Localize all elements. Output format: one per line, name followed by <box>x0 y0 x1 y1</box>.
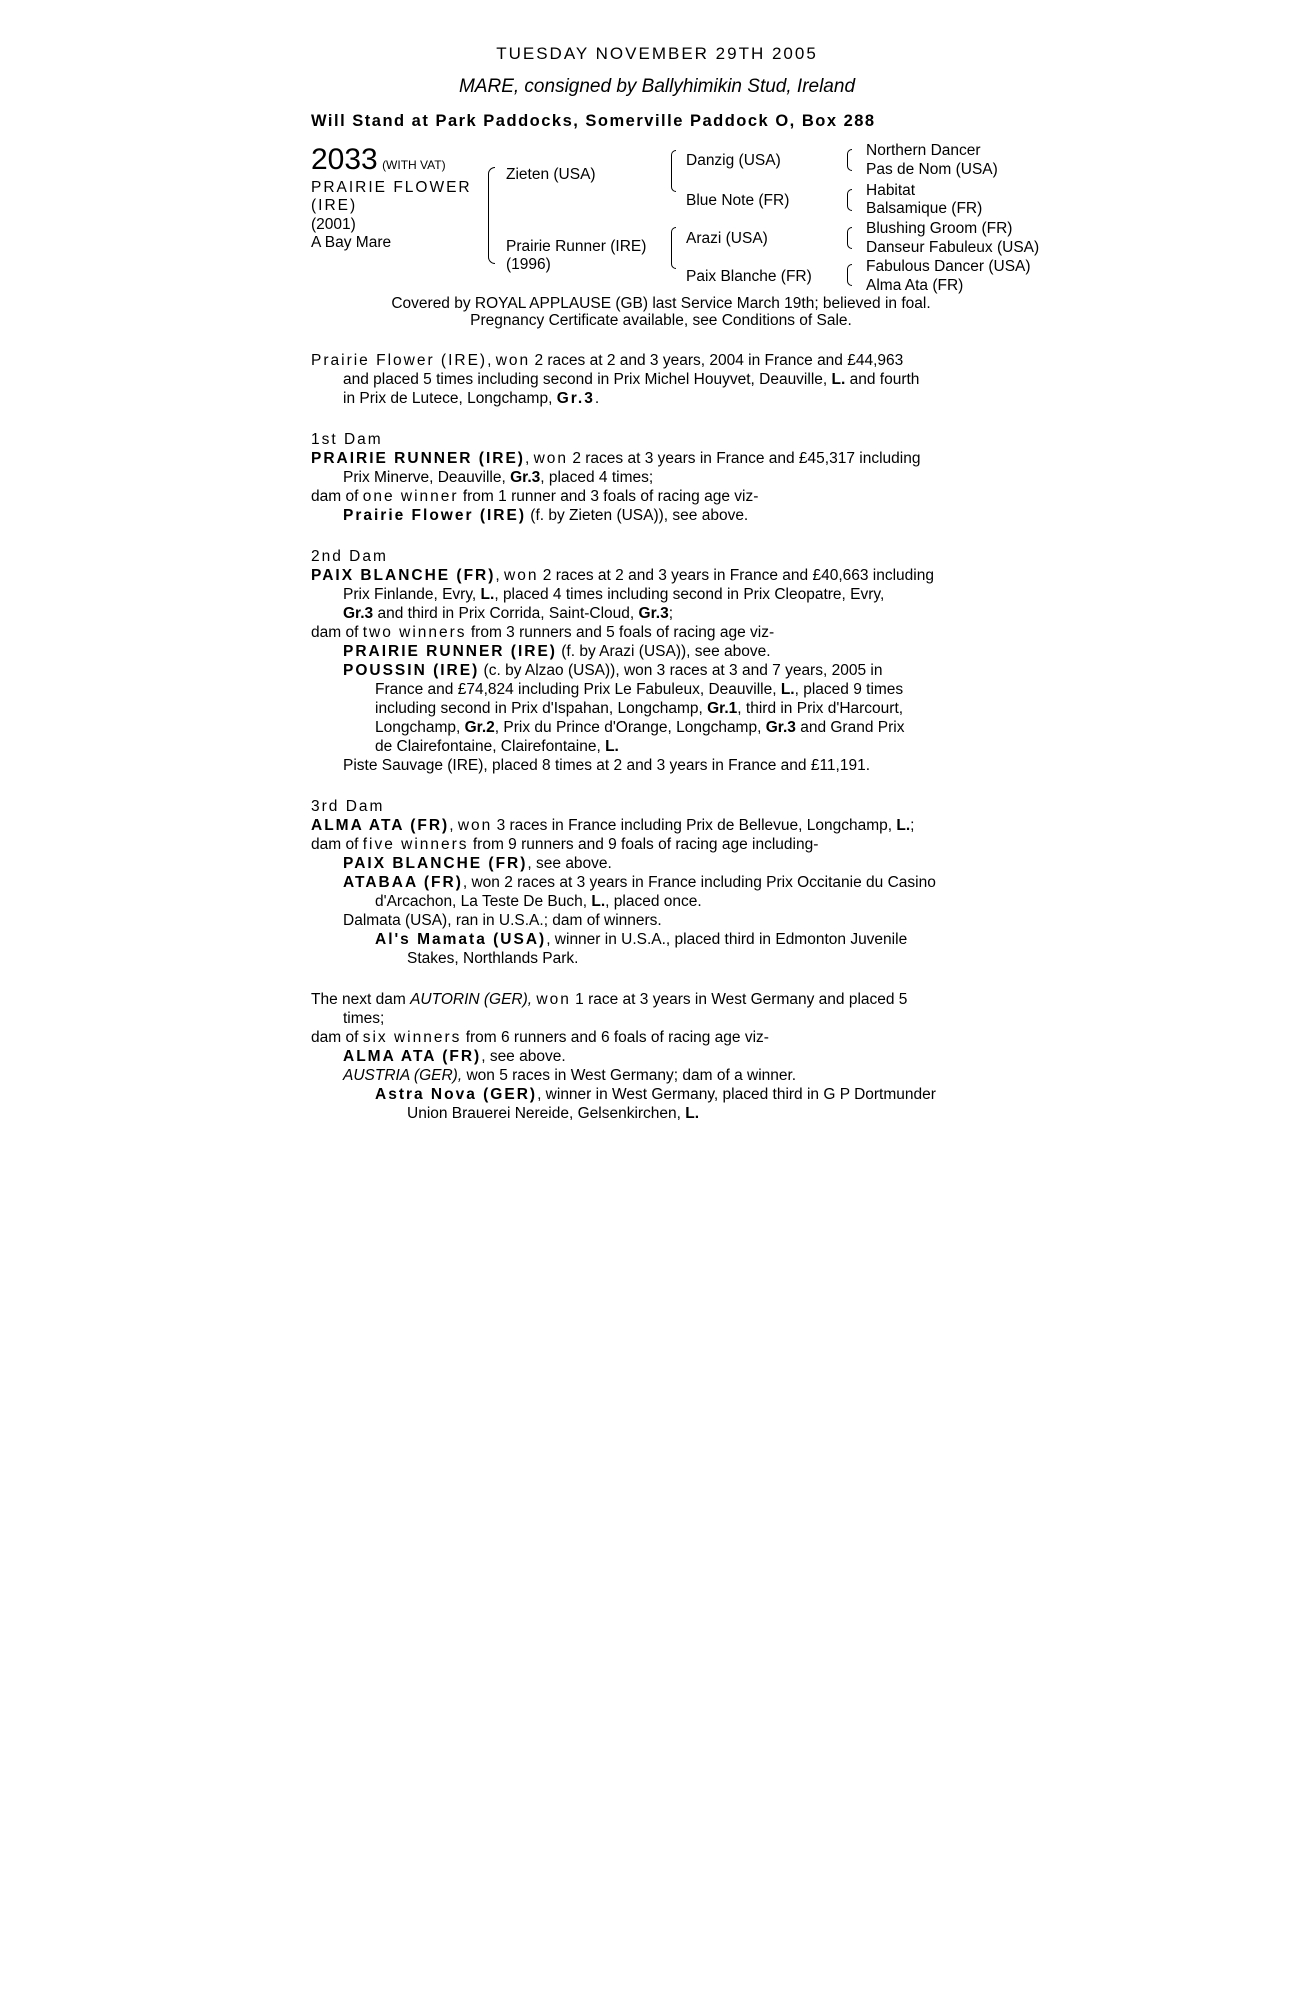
race-text: in Prix de Lutece, Longchamp, <box>343 390 553 407</box>
race-text: , third in Prix d'Harcourt, <box>737 700 904 717</box>
race-text: d'Arcachon, La Teste De Buch, <box>375 893 588 910</box>
race-text: and placed 5 times including second in Prix Michel Houyvet, Deauville, <box>343 371 828 388</box>
covered-line: Covered by ROYAL APPLAUSE (GB) last Service March 19th; believed in foal. <box>391 295 931 312</box>
group-tag: Gr.3 <box>510 469 541 486</box>
dam-dam: Paix Blanche (FR) <box>686 268 812 285</box>
race-text: from 3 runners and 5 foals of racing age viz- <box>470 624 775 641</box>
second-dam-section: 2nd Dam PAIX BLANCHE (FR), won 2 races at 2 and 3 years in France and £40,663 including Prix Finlande, Evry, L., placed 4 times including second in Prix Cleopatre, Evry, Gr.3 and third in Prix Corrida, Saint-Cloud, Gr.3; dam of two winners from 3 runners and 5 foals of racing age viz- PRAIRIE RUNNER (IRE) (f. by Arazi (USA)), see above. POUSSIN (IRE) (c. by Alzao (USA)), won 3 races at 3 and 7 years, 2005 in France and £74,824 including Prix Le Fabuleux, Deauville, L., placed 9 times including second in Prix d'Ispahan, Longchamp, Gr.1, third in Prix d'Harcourt, Longchamp, Gr.2, Prix du Prince d'Orange, Longchamp, Gr.3 and Grand Prix de Clairefontaine, Clairefontaine, L. Piste Sauvage (IRE), placed 8 times at 2 and 3 years in France and £11,191. <box>311 547 991 775</box>
lot-heading <box>311 145 446 175</box>
sire-sire-sire: Northern Dancer <box>866 142 981 159</box>
dam: Prairie Runner (IRE) <box>506 238 647 255</box>
race-text: won 5 races in West Germany; dam of a winner. <box>466 1067 797 1084</box>
race-text: The next dam <box>311 991 406 1008</box>
group-tag: Gr.3 <box>765 719 796 736</box>
won-word: won <box>457 817 493 834</box>
horse-description: A Bay Mare <box>311 234 392 251</box>
race-text: ; <box>668 605 674 622</box>
foal-name: ATABAA (FR) <box>343 874 463 891</box>
group-tag: Gr.2 <box>464 719 495 736</box>
foal-name: Al's Mamata (USA) <box>375 931 547 948</box>
race-text: times; <box>343 1010 385 1027</box>
pedigree-brace <box>671 227 676 269</box>
foal-name: Prairie Flower (IRE) <box>343 507 526 524</box>
lot-number: 2033 <box>311 143 378 176</box>
sire-dam-sire: Habitat <box>866 182 916 199</box>
third-dam-section: 3rd Dam ALMA ATA (FR), won 3 races in France including Prix de Bellevue, Longchamp, L.; dam of five winners from 9 runners and 9 foals of racing age including- PAIX BLANCHE (FR), see above. ATABAA (FR), won 2 races at 3 years in France including Prix Occitanie du Casino d'Arcachon, La Teste De Buch, L., placed once. Dalmata (USA), ran in U.S.A.; dam of winners. Al's Mamata (USA), winner in U.S.A., placed third in Edmonton Juvenile Stakes, Northlands Park. <box>311 797 991 968</box>
listed-tag: L. <box>896 817 911 834</box>
race-text: , winner in West Germany, placed third in G P Dortmunder <box>537 1086 936 1103</box>
covered-note <box>331 295 991 329</box>
group-tag: Gr.1 <box>707 700 738 717</box>
pedigree-table <box>311 142 1040 295</box>
dam-name: PRAIRIE RUNNER (IRE) <box>311 450 525 467</box>
dam-year: (1996) <box>506 256 551 273</box>
race-text: dam of <box>311 836 359 853</box>
race-text: and fourth <box>849 371 920 388</box>
horse-name-ref: Prairie Flower (IRE) <box>311 352 488 369</box>
race-text: , see above. <box>527 855 612 872</box>
race-text: 3 races in France including Prix de Bellevue, Longchamp, <box>496 817 893 834</box>
race-text: Stakes, Northlands Park. <box>407 950 579 967</box>
pedigree-brace <box>847 149 852 171</box>
dam-name: AUTORIN (GER), <box>410 991 533 1008</box>
race-text: , placed 4 times; <box>540 469 654 486</box>
race-text: , winner in U.S.A., placed third in Edmonton Juvenile <box>546 931 908 948</box>
pedigree-brace <box>847 227 852 249</box>
won-word: won <box>536 991 571 1008</box>
listed-tag: L. <box>831 371 846 388</box>
race-text: from 6 runners and 6 foals of racing age viz- <box>465 1029 769 1046</box>
race-text: (f. by Zieten (USA)), see above. <box>530 507 749 524</box>
race-text: (f. by Arazi (USA)), see above. <box>561 643 771 660</box>
race-text: dam of <box>311 488 359 505</box>
sire: Zieten (USA) <box>506 166 596 183</box>
dam-sire-dam: Danseur Fabuleux (USA) <box>866 239 1040 256</box>
race-text: , placed 9 times <box>794 681 904 698</box>
race-text: , placed once. <box>605 893 702 910</box>
race-text: from 9 runners and 9 foals of racing age including- <box>472 836 819 853</box>
race-text: , Prix du Prince d'Orange, Longchamp, <box>494 719 762 736</box>
horse-year: (2001) <box>311 216 356 233</box>
listed-tag: L. <box>605 738 619 755</box>
won-word: won <box>533 450 569 467</box>
stand-location: Will Stand at Park Paddocks, Somerville Paddock O, Box 288 <box>311 112 876 130</box>
race-text: 2 races at 2 and 3 years in France and £40,663 including <box>542 567 934 584</box>
group-tag: Gr.3 <box>343 605 374 622</box>
winners-count: two winners <box>362 624 467 641</box>
sale-date: TUESDAY NOVEMBER 29TH 2005 <box>496 44 818 63</box>
race-text: and Grand Prix <box>800 719 905 736</box>
dam-sire: Arazi (USA) <box>686 230 768 247</box>
sire-dam-dam: Balsamique (FR) <box>866 200 983 217</box>
race-text: France and £74,824 including Prix Le Fabuleux, Deauville, <box>375 681 777 698</box>
dam-sire-sire: Blushing Groom (FR) <box>866 220 1013 237</box>
foal-line: Piste Sauvage (IRE), placed 8 times at 2 and 3 years in France and £11,191. <box>343 757 871 774</box>
foal-name: AUSTRIA (GER), <box>343 1067 463 1084</box>
race-text: and third in Prix Corrida, Saint-Cloud, <box>377 605 635 622</box>
race-text: Union Brauerei Nereide, Gelsenkirchen, <box>407 1105 681 1122</box>
sire-sire: Danzig (USA) <box>686 152 781 169</box>
race-text: ; <box>910 817 915 834</box>
foal-name: ALMA ATA (FR) <box>343 1048 482 1065</box>
section-heading: 3rd Dam <box>311 798 385 815</box>
horse-name: PRAIRIE FLOWER <box>311 179 472 196</box>
foal-name: PAIX BLANCHE (FR) <box>343 855 528 872</box>
sire-dam: Blue Note (FR) <box>686 192 790 209</box>
race-text: . <box>594 390 600 407</box>
race-text: , see above. <box>481 1048 566 1065</box>
listed-tag: L. <box>780 681 795 698</box>
race-text: de Clairefontaine, Clairefontaine, <box>375 738 601 755</box>
race-text: (c. by Alzao (USA)), won 3 races at 3 and 7 years, 2005 in <box>483 662 883 679</box>
catalogue-page <box>311 44 1040 1123</box>
race-text: dam of <box>311 624 359 641</box>
race-text: , placed 4 times including second in Prix Cleopatre, Evry, <box>494 586 885 603</box>
foal-name: POUSSIN (IRE) <box>343 662 480 679</box>
section-heading: 2nd Dam <box>311 548 388 565</box>
dam-dam-sire: Fabulous Dancer (USA) <box>866 258 1031 275</box>
race-text: 2 races at 3 years in France and £45,317 including <box>572 450 921 467</box>
winners-count: one winner <box>362 488 459 505</box>
section-heading: 1st Dam <box>311 431 383 448</box>
listed-tag: L. <box>480 586 495 603</box>
race-text: Prix Minerve, Deauville, <box>343 469 506 486</box>
group-tag: Gr.3 <box>556 390 595 407</box>
consignor-line: MARE, consigned by Ballyhimikin Stud, Ireland <box>458 76 856 97</box>
dam-name: ALMA ATA (FR) <box>311 817 450 834</box>
pedigree-brace <box>671 150 676 192</box>
won-word: won <box>495 352 531 369</box>
foal-name: Astra Nova (GER) <box>375 1086 538 1103</box>
foal-line: Dalmata (USA), ran in U.S.A.; dam of winners. <box>343 912 662 929</box>
listed-tag: L. <box>685 1105 700 1122</box>
pregnancy-line: Pregnancy Certificate available, see Conditions of Sale. <box>470 312 852 329</box>
pedigree-brace <box>847 189 852 211</box>
race-text: from 1 runner and 3 foals of racing age viz- <box>462 488 759 505</box>
dam-dam-dam: Alma Ata (FR) <box>866 277 964 294</box>
winners-count: six winners <box>362 1029 462 1046</box>
race-text: dam of <box>311 1029 359 1046</box>
vat-note: (WITH VAT) <box>382 158 446 172</box>
race-text: , won 2 races at 3 years in France including Prix Occitanie du Casino <box>462 874 936 891</box>
race-text: 2 races at 2 and 3 years, 2004 in France and £44,963 <box>534 352 904 369</box>
race-text: 1 race at 3 years in West Germany and placed 5 <box>575 991 908 1008</box>
foal-name: PRAIRIE RUNNER (IRE) <box>343 643 557 660</box>
dam-name: PAIX BLANCHE (FR) <box>311 567 496 584</box>
horse-country: (IRE) <box>311 197 358 214</box>
race-text: Prix Finlande, Evry, <box>343 586 477 603</box>
pedigree-brace <box>488 167 495 264</box>
won-word: won <box>504 567 539 584</box>
race-text: Longchamp, <box>375 719 461 736</box>
group-tag: Gr.3 <box>638 605 669 622</box>
first-dam-section: 1st Dam PRAIRIE RUNNER (IRE), won 2 races at 3 years in France and £45,317 including Prix Minerve, Deauville, Gr.3, placed 4 times; dam of one winner from 1 runner and 3 foals of racing age viz- Prairie Flower (IRE) (f. by Zieten (USA)), see above. <box>311 430 991 525</box>
listed-tag: L. <box>591 893 606 910</box>
produce-paragraph: Prairie Flower (IRE), won 2 races at 2 and 3 years, 2004 in France and £44,963 and placed 5 times including second in Prix Michel Houyvet, Deauville, L. and fourth in Prix de Lutece, Longchamp, Gr.3. <box>311 352 920 407</box>
race-text: including second in Prix d'Ispahan, Longchamp, <box>375 700 703 717</box>
fourth-dam-section <box>311 990 991 1123</box>
winners-count: five winners <box>362 836 469 853</box>
sire-sire-dam: Pas de Nom (USA) <box>866 161 998 178</box>
pedigree-brace <box>847 264 852 286</box>
